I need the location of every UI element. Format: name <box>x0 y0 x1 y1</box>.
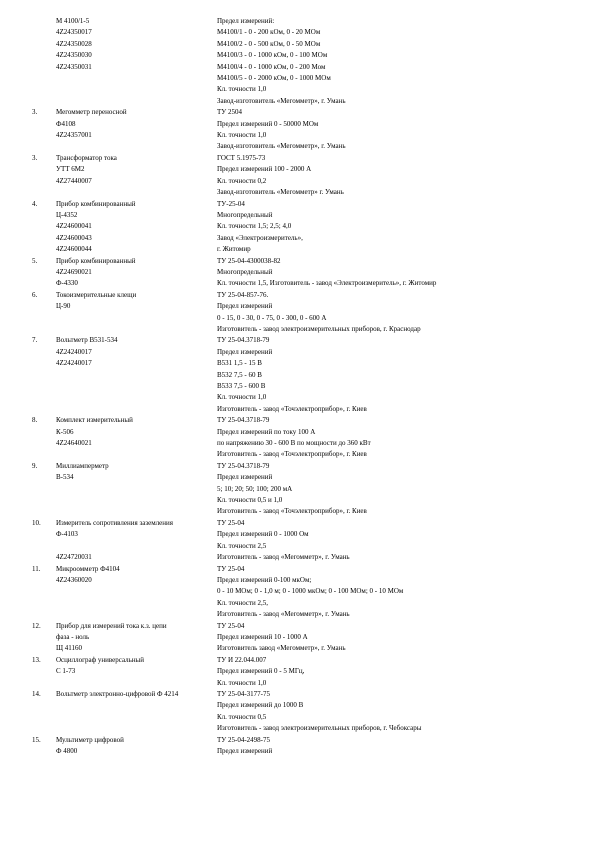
entry-row <box>0 655 595 689</box>
entry-spec-line: Кл. точности 1,0 <box>217 131 267 140</box>
entry-spec-line: Предел измерений до 1000 В <box>217 701 304 710</box>
entry-number: 6. <box>32 290 38 299</box>
entry-name-column <box>56 335 217 415</box>
entry-row <box>0 199 595 256</box>
entry-name-line <box>56 313 217 324</box>
entry-spec-line: Предел измерений 0 - 50000 МОм <box>217 119 319 128</box>
entry-number: 7. <box>32 336 38 345</box>
entry-spec-line: ТУ 25-04.3718-79 <box>217 416 270 425</box>
entry-name-column <box>56 518 217 564</box>
entry-spec-column <box>217 564 557 621</box>
entry-spec-column <box>217 256 557 290</box>
entry-number <box>0 16 56 107</box>
entry-name-line: 4Z24600044 <box>56 245 92 254</box>
entry-name-column <box>56 415 217 461</box>
entry-name-line: 4Z24360020 <box>56 575 92 584</box>
entry-spec-line: Изготовитель - завод «Точэлектроприбор», г. Киев <box>217 450 367 459</box>
entry-name-line: М 4100/1-5 <box>56 17 90 25</box>
entry-name-column <box>56 153 217 199</box>
entry-spec-line: ТУ И 22.044.007 <box>217 655 267 664</box>
entry-name-line <box>56 73 217 84</box>
entry-name-column <box>56 735 217 758</box>
entry-spec-line: Изготовитель - завод электроизмерительных приборов, г. Чебоксары <box>217 724 422 733</box>
entry-name-line: 4Z24350030 <box>56 51 92 60</box>
entry-spec-line: В532 7,5 - 60 В <box>217 370 262 379</box>
entry-spec-column <box>217 461 557 518</box>
entry-spec-line: Кл. точности 0,5 <box>217 712 267 721</box>
entry-row <box>0 256 595 290</box>
equipment-list <box>0 16 595 757</box>
entry-name-line: 4Z24690021 <box>56 267 92 276</box>
entry-spec-line: 5; 10; 20; 50; 100; 200 мА <box>217 484 293 493</box>
entry-spec-line: М4100/1 - 0 - 200 кОм, 0 - 20 МОм <box>217 28 321 37</box>
entry-number: 5. <box>32 256 38 265</box>
entry-spec-line: 0 - 15, 0 - 30, 0 - 75, 0 - 300, 0 - 600 А <box>217 313 327 322</box>
entry-name-line <box>56 141 217 152</box>
entry-name-line: Вольтметр электронно-цифровой Ф 4214 <box>56 689 179 698</box>
entry-name-line <box>56 598 217 609</box>
entry-spec-line: ТУ 25-04 <box>217 621 245 630</box>
entry-name-line <box>56 392 217 403</box>
entry-name-line <box>56 381 217 392</box>
entry-spec-line: Предел измерений 100 - 2000 А <box>217 165 312 174</box>
entry-spec-line: 0 - 10 МОм; 0 - 1,0 м; 0 - 1000 мкОм; 0 - 100 МОм; 0 - 10 МОм <box>217 587 404 596</box>
entry-spec-line: Многопредельный <box>217 210 273 219</box>
entry-spec-line: Предел измерений 0 - 1000 Ом <box>217 530 309 539</box>
entry-spec-line: Предел измерений 10 - 1000 А <box>217 632 308 641</box>
entry-spec-column <box>217 199 557 256</box>
entry-name-column <box>56 290 217 336</box>
entry-spec-column <box>217 335 557 415</box>
entry-spec-line: М4100/4 - 0 - 1000 кОм, 0 - 200 Мом <box>217 62 326 71</box>
entry-spec-line: Изготовитель завод «Мегомметр», г. Умань <box>217 644 346 653</box>
entry-row <box>0 290 595 336</box>
entry-spec-line: Завод-изготовитель «Мегомметр», г. Умань <box>217 96 346 105</box>
entry-spec-line: по напряжению 30 - 600 В по мощности до 360 кВт <box>217 439 371 448</box>
entry-spec-line: Изготовитель - завод «Точэлектроприбор», г. Киев <box>217 404 367 413</box>
entry-name-line <box>56 484 217 495</box>
entry-row <box>0 107 595 153</box>
entry-spec-line: Изготовитель - завод «Точэлектроприбор», г. Киев <box>217 507 367 516</box>
entry-name-line: С 1-73 <box>56 667 76 676</box>
entry-number: 15. <box>32 735 41 744</box>
entry-spec-line: Кл. точности 2,5 <box>217 541 267 550</box>
entry-spec-column <box>217 153 557 199</box>
entry-name-line <box>56 700 217 711</box>
entry-row <box>0 16 595 107</box>
entry-spec-column <box>217 621 557 655</box>
entry-name-line: 4Z24240017 <box>56 359 92 368</box>
entry-spec-line: ТУ 25-04-3177-75 <box>217 689 270 698</box>
entry-number: 3. <box>32 108 38 117</box>
entry-name-line: 4Z27440007 <box>56 176 92 185</box>
entry-name-column <box>56 621 217 655</box>
entry-name-line <box>56 187 217 198</box>
entry-spec-column <box>217 689 557 735</box>
entry-row <box>0 621 595 655</box>
entry-name-column <box>56 564 217 621</box>
entry-name-line: 4Z24240017 <box>56 347 92 356</box>
entry-name-line: 4Z24350031 <box>56 62 92 71</box>
entry-spec-column <box>217 518 557 564</box>
entry-spec-line: М4100/3 - 0 - 1000 кОм, 0 - 100 МОм <box>217 51 328 60</box>
entry-name-column <box>56 16 217 107</box>
entry-spec-line: В533 7,5 - 600 В <box>217 382 266 390</box>
entry-name-line: 4Z24350028 <box>56 39 92 48</box>
entry-name-line <box>56 404 217 415</box>
entry-name-column <box>56 461 217 518</box>
entry-spec-line: Изготовитель - завод электроизмерительных приборов, г. Краснодар <box>217 324 421 333</box>
entry-name-line: Мегомметр переносной <box>56 108 127 117</box>
entry-name-line: Миллиамперметр <box>56 461 109 470</box>
entry-name-column <box>56 689 217 735</box>
entry-spec-line: Предел измерений <box>217 473 273 482</box>
entry-spec-line: Завод «Электроизмеритель», <box>217 233 303 242</box>
entry-name-line: К-506 <box>56 427 74 436</box>
entry-name-line <box>56 506 217 517</box>
entry-number: 11. <box>32 564 41 573</box>
entry-spec-line: Предел измерений по току 100 А <box>217 427 316 436</box>
entry-spec-line: Кл. точности 1,0 <box>217 393 267 402</box>
entry-spec-line: ТУ 25-04.3718-79 <box>217 461 270 470</box>
entry-name-column <box>56 256 217 290</box>
entry-spec-line: Кл. точности 1,5, Изготовитель - завод «Электроизмеритель», г. Житомир <box>217 279 437 288</box>
entry-name-line: УТТ 6М2 <box>56 165 85 174</box>
entry-name-line: Трансформатор тока <box>56 153 117 162</box>
entry-name-line: Ф4108 <box>56 119 76 128</box>
entry-name-line <box>56 541 217 552</box>
entry-name-line: Мультиметр цифровой <box>56 735 124 744</box>
entry-name-line: Щ 41160 <box>56 644 83 653</box>
entry-spec-line: Завод-изготовитель «Мегомметр» г. Умань <box>217 188 344 197</box>
entry-spec-line: Предел измерений <box>217 347 273 356</box>
entry-name-line <box>56 324 217 335</box>
entry-spec-column <box>217 655 557 689</box>
entry-name-column <box>56 655 217 689</box>
entry-spec-line: ТУ 25-04.3718-79 <box>217 336 270 345</box>
entry-name-line <box>56 370 217 381</box>
entry-row <box>0 335 595 415</box>
entry-row <box>0 415 595 461</box>
entry-spec-column <box>217 735 557 758</box>
entry-name-line: Осциллограф универсальный <box>56 655 145 664</box>
entry-name-line <box>56 449 217 460</box>
entry-number: 9. <box>32 461 38 470</box>
entry-spec-line: Кл. точности 1,5; 2,5; 4,0 <box>217 222 292 231</box>
entry-spec-line: ТУ 25-04-857-76. <box>217 290 269 299</box>
entry-spec-line: Предел измерений 0-100 мкОм; <box>217 575 312 584</box>
entry-spec-line: Предел измерений 0 - 5 МГц, <box>217 667 305 676</box>
entry-name-line: 4Z24600043 <box>56 233 92 242</box>
entry-name-line: 4Z24720031 <box>56 553 92 562</box>
entry-row <box>0 564 595 621</box>
entry-name-line: Ц-4352 <box>56 210 78 219</box>
entry-spec-column <box>217 16 557 107</box>
entry-spec-line: ТУ 25-04 <box>217 564 245 573</box>
entry-number: 4. <box>32 199 38 208</box>
entry-name-line <box>56 723 217 734</box>
entry-row <box>0 153 595 199</box>
entry-spec-line: М4100/5 - 0 - 2000 кОм, 0 - 1000 МОм <box>217 74 331 83</box>
entry-spec-line: ТУ 25-04 <box>217 518 245 527</box>
entry-spec-line: ТУ-25-04 <box>217 199 245 208</box>
entry-name-line: Ц-90 <box>56 302 71 311</box>
entry-spec-line: Предел измерений <box>217 302 273 311</box>
entry-name-line <box>56 609 217 620</box>
entry-name-line <box>56 586 217 597</box>
entry-name-line: 4Z24350017 <box>56 28 92 37</box>
entry-name-line <box>56 96 217 107</box>
entry-spec-line: Изготовитель - завод «Мегомметр», г. Умань <box>217 553 350 562</box>
entry-name-line: Прибор комбинированный <box>56 199 136 208</box>
entry-spec-line: ТУ 25-04-2498-75 <box>217 735 270 744</box>
entry-name-line: Ф-4103 <box>56 530 78 539</box>
entry-name-line: Прибор для измерений тока к.з. цепи <box>56 621 167 630</box>
entry-spec-line: Кл. точности 0,5 и 1,0 <box>217 496 283 505</box>
entry-name-line: 4Z24357001 <box>56 131 92 140</box>
entry-name-column <box>56 107 217 153</box>
entry-spec-line: ТУ 2504 <box>217 108 242 117</box>
entry-spec-line: Изготовитель - завод «Мегомметр», г. Умань <box>217 610 350 619</box>
entry-spec-column <box>217 107 557 153</box>
entry-name-line <box>56 678 217 689</box>
entry-name-line: Токоизмерительные клещи <box>56 290 137 299</box>
entry-spec-column <box>217 415 557 461</box>
entry-spec-column <box>217 290 557 336</box>
entry-spec-line: ТУ 25-04-4300038-82 <box>217 256 281 265</box>
entry-name-column <box>56 199 217 256</box>
entry-number: 12. <box>32 621 41 630</box>
entry-name-line: фаза - ноль <box>56 632 90 641</box>
entry-name-line: 4Z24640021 <box>56 439 92 448</box>
entry-name-line: В-534 <box>56 473 74 482</box>
entry-spec-line: Предел измерений <box>217 747 273 755</box>
entry-number: 10. <box>32 518 41 527</box>
entry-name-line: Прибор комбинированный <box>56 256 136 265</box>
entry-spec-line: В531 1,5 - 15 В <box>217 359 262 368</box>
entry-name-line: 4Z24600041 <box>56 222 92 231</box>
entry-name-line: Ф-4330 <box>56 279 78 288</box>
entry-spec-line: Кл. точности 1,0 <box>217 678 267 687</box>
entry-spec-line: Кл. точности 0,2 <box>217 176 267 185</box>
entry-number: 14. <box>32 689 41 698</box>
entry-name-line: Комплект измерительный <box>56 416 133 425</box>
entry-name-line: Микроомметр Ф4104 <box>56 564 120 573</box>
entry-name-line: Ф 4800 <box>56 747 78 755</box>
entry-spec-line: ГОСТ 5.1975-73 <box>217 153 266 162</box>
entry-row <box>0 735 595 758</box>
entry-number: 3. <box>32 153 38 162</box>
entry-spec-line: Завод-изготовитель «Мегомметр», г. Умань <box>217 142 346 151</box>
entry-spec-line: Предел измерений: <box>217 17 275 25</box>
entry-spec-line: Кл. точности 1,0 <box>217 85 267 94</box>
entry-spec-line: Кл. точности 2,5, <box>217 598 269 607</box>
entry-name-line <box>56 712 217 723</box>
entry-name-line <box>56 495 217 506</box>
entry-row <box>0 689 595 735</box>
entry-number: 13. <box>32 655 41 664</box>
entry-row <box>0 461 595 518</box>
entry-spec-line: М4100/2 - 0 - 500 кОм, 0 - 50 МОм <box>217 39 321 48</box>
entry-number: 8. <box>32 416 38 425</box>
entry-name-line <box>56 84 217 95</box>
entry-row <box>0 518 595 564</box>
entry-spec-line: Многопредельный <box>217 267 273 276</box>
entry-spec-line: г. Житомир <box>217 245 251 254</box>
entry-name-line: Вольтметр В531-534 <box>56 336 118 345</box>
entry-name-line: Измеритель сопротивления заземления <box>56 518 173 527</box>
